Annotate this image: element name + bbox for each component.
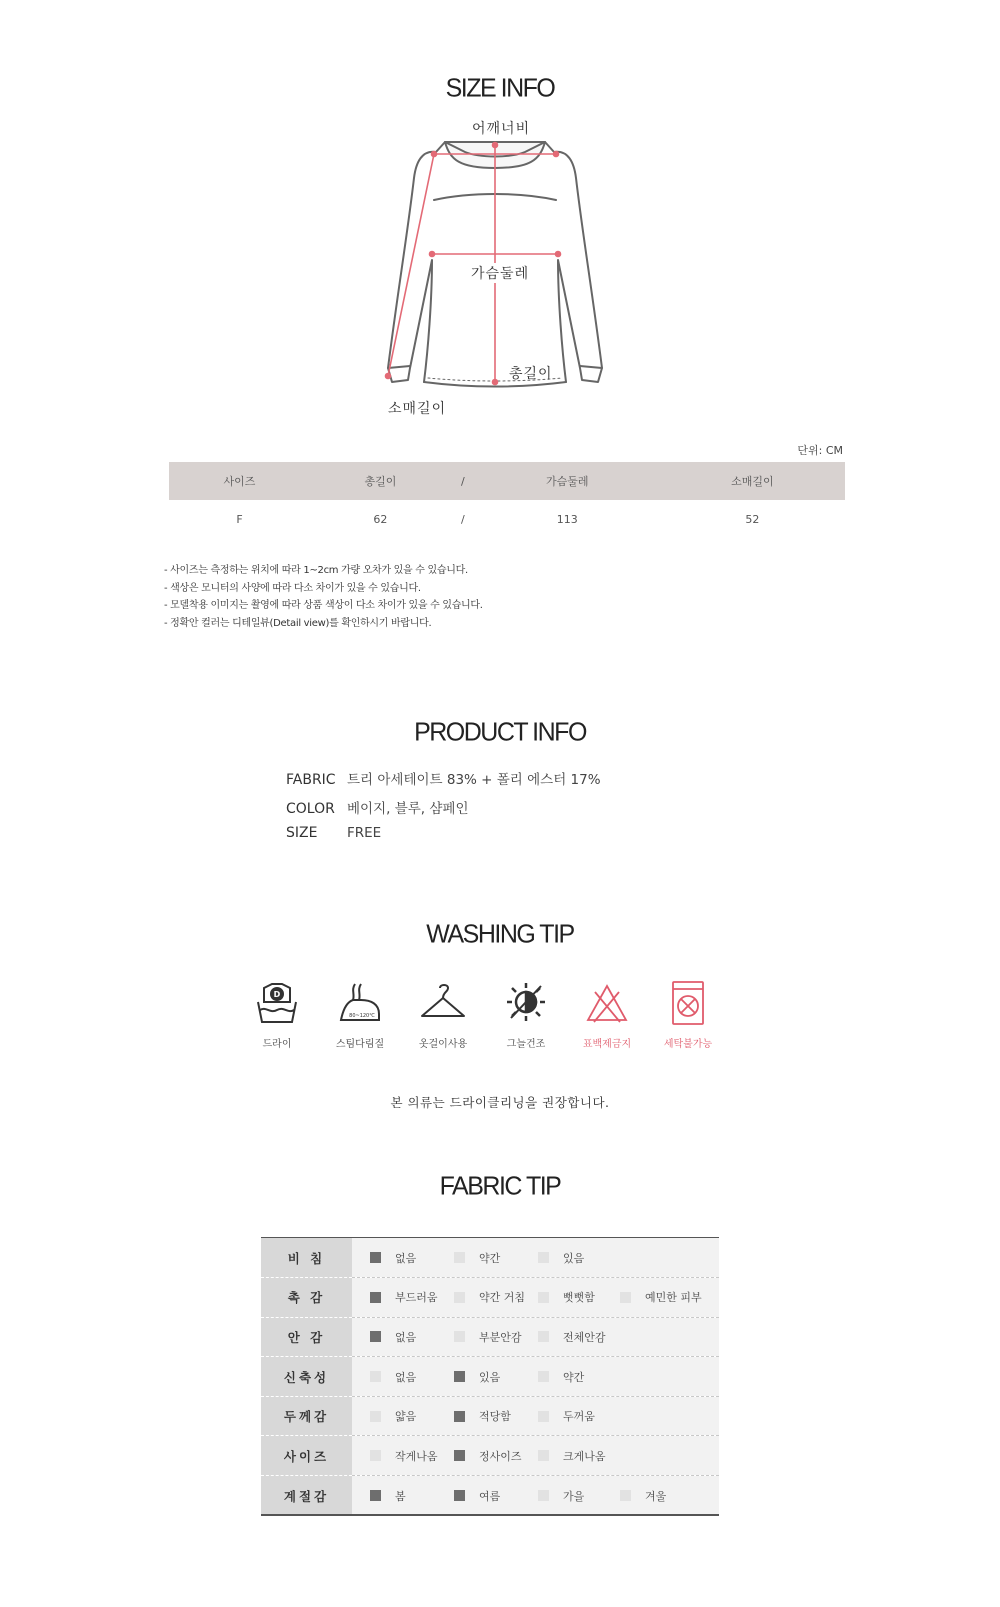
checkbox-icon xyxy=(370,1450,381,1461)
note-item: - 정확안 컬러는 디테일뷰(Detail view)를 확인하시기 바랍니다. xyxy=(164,617,432,629)
wash-label: 표백제금지 xyxy=(582,1039,632,1050)
fabric-options xyxy=(352,1436,719,1476)
shoulder-label: 어깨너비 xyxy=(472,121,531,137)
iron-temp: 80~120℃ xyxy=(349,1013,375,1019)
checkbox-icon xyxy=(370,1292,381,1303)
fabric-option: 여름 xyxy=(454,1488,500,1504)
checkbox-icon xyxy=(370,1371,381,1382)
table-row xyxy=(261,1436,719,1476)
fabric-option: 부드러움 xyxy=(370,1289,438,1305)
checkbox-icon xyxy=(538,1450,549,1461)
note-item: - 사이즈는 측정하는 위치에 따라 1~2cm 가량 오차가 있을 수 있습니다. xyxy=(164,565,468,576)
checkbox-icon xyxy=(620,1490,631,1501)
fabric-option: 가을 xyxy=(538,1488,584,1504)
fabric-option: 부분안감 xyxy=(454,1329,522,1345)
fabric-option: 전체안감 xyxy=(538,1329,606,1345)
wash-item xyxy=(491,980,561,1050)
checkbox-icon xyxy=(538,1252,549,1263)
length-label: 총길이 xyxy=(509,366,553,382)
table-cell: F xyxy=(236,512,243,526)
fabric-option: 약간 xyxy=(454,1250,500,1266)
fabric-option: 없음 xyxy=(370,1329,416,1345)
svg-text:D: D xyxy=(273,990,281,999)
checkbox-icon xyxy=(454,1371,465,1382)
unit-label: 단위: CM xyxy=(797,444,843,457)
fabric-option: 정사이즈 xyxy=(454,1448,522,1464)
fabric-options xyxy=(352,1357,719,1397)
wash-label: 그늘건조 xyxy=(506,1039,546,1050)
info-value: 베이지, 블루, 샴페인 xyxy=(347,801,469,817)
table-cell: 113 xyxy=(556,512,578,526)
fabric-option: 작게나옴 xyxy=(370,1448,438,1464)
fabric-option: 없음 xyxy=(370,1250,416,1266)
wash-label: 옷걸이사용 xyxy=(418,1039,468,1050)
fabric-option: 적당함 xyxy=(454,1408,511,1424)
wash-label: 스팀다림질 xyxy=(335,1039,385,1050)
hanger-icon xyxy=(418,980,468,1028)
dry-clean-icon xyxy=(252,980,302,1028)
checkbox-icon xyxy=(454,1450,465,1461)
fabric-options xyxy=(352,1476,719,1516)
fabric-key: 두께감 xyxy=(261,1396,352,1436)
fabric-option: 있음 xyxy=(538,1250,584,1266)
fabric-bottom-rule xyxy=(261,1514,719,1516)
no-bleach-icon xyxy=(582,980,632,1028)
sleeve-label: 소매길이 xyxy=(388,401,447,417)
fabric-option: 겨울 xyxy=(620,1488,666,1504)
checkbox-icon xyxy=(538,1411,549,1422)
fabric-option: 얇음 xyxy=(370,1408,416,1424)
fabric-key: 계절감 xyxy=(261,1476,352,1516)
header-cell: 총길이 xyxy=(310,462,451,500)
table-cell: / xyxy=(460,512,465,526)
table-row xyxy=(261,1238,719,1278)
checkbox-icon xyxy=(454,1411,465,1422)
fabric-tip-title: FABRIC TIP xyxy=(439,1171,561,1201)
washing-tip-title: WASHING TIP xyxy=(426,919,574,949)
wash-label: 드라이 xyxy=(262,1039,292,1050)
table-row xyxy=(261,1476,719,1516)
product-info-row xyxy=(286,797,469,817)
fabric-option: 크게나옴 xyxy=(538,1448,606,1464)
fabric-option: 약간 xyxy=(538,1369,584,1385)
fabric-table xyxy=(261,1238,719,1515)
table-row xyxy=(261,1317,719,1357)
info-key: COLOR xyxy=(286,801,335,817)
checkbox-icon xyxy=(454,1292,465,1303)
fabric-option: 봄 xyxy=(370,1488,406,1504)
header-cell: 소매길이 xyxy=(660,462,845,500)
wash-item xyxy=(408,980,478,1050)
product-info-row xyxy=(286,768,601,788)
fabric-option: 두꺼움 xyxy=(538,1408,595,1424)
wash-label: 세탁불가능 xyxy=(663,1039,713,1050)
fabric-option: 없음 xyxy=(370,1369,416,1385)
table-cell: 52 xyxy=(745,512,760,526)
header-cell: 가슴둘레 xyxy=(475,462,660,500)
steam-iron-icon xyxy=(335,980,385,1028)
checkbox-icon xyxy=(538,1292,549,1303)
info-value: 트리 아세테이트 83% + 폴리 에스터 17% xyxy=(347,772,601,788)
wash-item xyxy=(242,980,312,1050)
checkbox-icon xyxy=(620,1292,631,1303)
fabric-option: 예민한 피부 xyxy=(620,1289,702,1305)
size-table-header xyxy=(169,462,845,500)
wash-item xyxy=(572,980,642,1050)
checkbox-icon xyxy=(538,1331,549,1342)
info-key: FABRIC xyxy=(286,772,336,788)
checkbox-icon xyxy=(454,1331,465,1342)
note-item: - 색상은 모니터의 사양에 따라 다소 차이가 있을 수 있습니다. xyxy=(164,582,421,594)
fabric-options xyxy=(352,1396,719,1436)
table-row xyxy=(169,500,845,538)
checkbox-icon xyxy=(370,1331,381,1342)
size-table xyxy=(169,462,845,538)
wash-item xyxy=(653,980,723,1050)
fabric-option: 있음 xyxy=(454,1369,500,1385)
checkbox-icon xyxy=(538,1371,549,1382)
no-machine-wash-icon xyxy=(663,980,713,1028)
checkbox-icon xyxy=(454,1252,465,1263)
info-key: SIZE xyxy=(286,825,318,841)
table-row xyxy=(261,1278,719,1318)
product-info-title: PRODUCT INFO xyxy=(414,717,586,747)
checkbox-icon xyxy=(370,1490,381,1501)
table-row xyxy=(261,1396,719,1436)
header-cell: 사이즈 xyxy=(169,462,310,500)
wash-recommendation: 본 의류는 드라이클리닝을 권장합니다. xyxy=(390,1095,610,1110)
fabric-key: 촉 감 xyxy=(261,1278,352,1318)
checkbox-icon xyxy=(538,1490,549,1501)
table-row xyxy=(261,1357,719,1397)
checkbox-icon xyxy=(370,1411,381,1422)
chest-label: 가슴둘레 xyxy=(471,263,529,283)
fabric-options xyxy=(352,1317,719,1357)
info-value: FREE xyxy=(347,825,382,841)
checkbox-icon xyxy=(454,1490,465,1501)
fabric-key: 신축성 xyxy=(261,1357,352,1397)
table-cell: 62 xyxy=(373,512,388,526)
header-cell: / xyxy=(451,462,475,500)
fabric-option: 뻣뻣함 xyxy=(538,1289,595,1305)
fabric-options xyxy=(352,1278,719,1318)
fabric-key: 사이즈 xyxy=(261,1436,352,1476)
checkbox-icon xyxy=(370,1252,381,1263)
size-info-title: SIZE INFO xyxy=(445,73,555,103)
fabric-options xyxy=(352,1238,719,1278)
fabric-key: 안 감 xyxy=(261,1317,352,1357)
size-notes xyxy=(164,562,483,632)
product-info-row xyxy=(286,825,381,841)
shade-dry-icon xyxy=(501,980,551,1028)
wash-item xyxy=(325,980,395,1050)
fabric-key: 비 침 xyxy=(261,1238,352,1278)
note-item: - 모델착용 이미지는 촬영에 따라 상품 색상이 다소 차이가 있을 수 있습니다. xyxy=(164,600,483,611)
fabric-option: 약간 거침 xyxy=(454,1289,525,1305)
